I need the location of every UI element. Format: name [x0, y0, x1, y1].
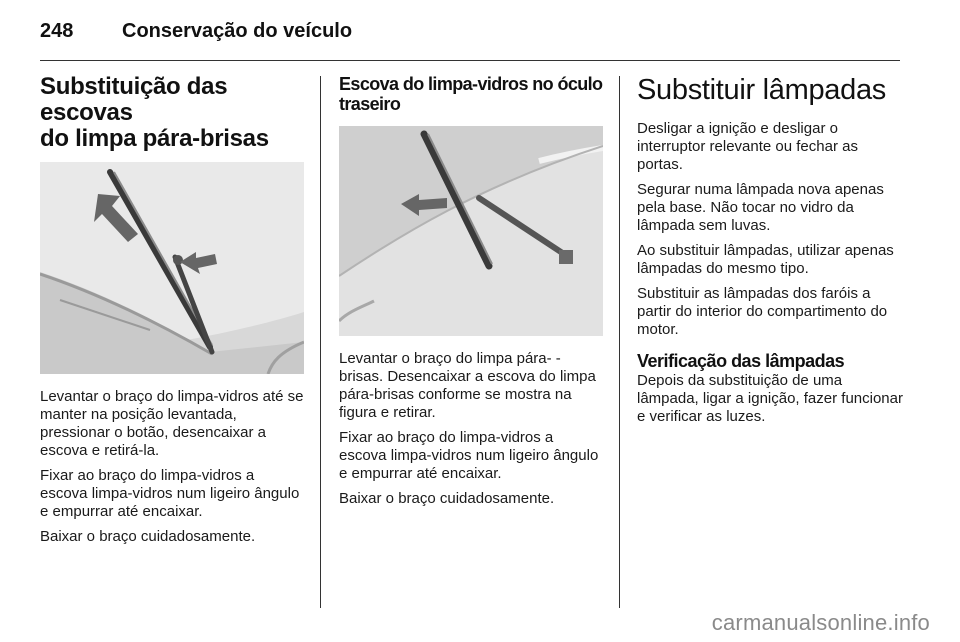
column-divider-2 [619, 76, 620, 608]
heading-line-1: Substituição das escovas [40, 73, 228, 126]
heading-line-2: do limpa pára-brisas [40, 125, 269, 152]
rear-wiper-illustration [339, 126, 603, 336]
page-header [40, 14, 900, 54]
windscreen-wiper-figure [40, 162, 304, 374]
heading-rear-wiper [339, 74, 603, 114]
rear-wiper-figure [339, 126, 603, 336]
subheading-bulb-check: Verificação das lâmpadas [637, 351, 845, 371]
paragraph: Levantar o braço do limpa-vidros até se manter na posição levantada, pressionar o botão, desencaixar a escova e retirá-la. [40, 388, 304, 459]
paragraph: Segurar numa lâmpada nova apenas pela base. Não tocar no vidro da lâmpada sem luvas. [637, 181, 884, 234]
column-divider-1 [320, 76, 321, 608]
paragraph: Baixar o braço cuidadosamente. [339, 490, 555, 507]
paragraph: Substituir as lâmpadas dos faróis a partir do interior do compartimento do motor. [637, 285, 888, 338]
paragraph: Baixar o braço cuidadosamente. [40, 528, 256, 545]
header-rule [40, 60, 900, 61]
windscreen-wiper-illustration [40, 162, 304, 374]
column-windscreen-wiper [40, 74, 304, 553]
column-rear-wiper [339, 74, 603, 515]
paragraph: Fixar ao braço do limpa-vidros a escova limpa-vidros num ligeiro ângulo e empurrar até encaixar. [40, 467, 300, 520]
paragraph: Fixar ao braço do limpa-vidros a escova limpa-vidros num ligeiro ângulo e empurrar até encaixar. [339, 429, 599, 482]
column-bulb-replacement [637, 74, 903, 433]
section-title: Conservação do veículo [122, 20, 353, 42]
heading-windscreen-wiper [40, 74, 304, 152]
paragraph: Desligar a ignição e desligar o interruptor relevante ou fechar as portas. [637, 120, 858, 173]
paragraph: Depois da substituição de uma lâmpada, ligar a ignição, fazer funcionar e verificar as luzes. [637, 372, 903, 425]
paragraph: Ao substituir lâmpadas, utilizar apenas lâmpadas do mesmo tipo. [637, 242, 894, 277]
page-number: 248 [40, 20, 74, 42]
watermark: carmanualsonline.info [711, 610, 930, 635]
paragraph: Levantar o braço do limpa pára- -brisas. Desencaixar a escova do limpa pára-brisas conforme se mostra na figura e retirar. [339, 350, 596, 421]
heading-line-2: traseiro [339, 94, 401, 114]
heading-bulb-replacement: Substituir lâmpadas [637, 74, 886, 106]
heading-line-1: Escova do limpa-vidros no óculo [339, 74, 603, 94]
